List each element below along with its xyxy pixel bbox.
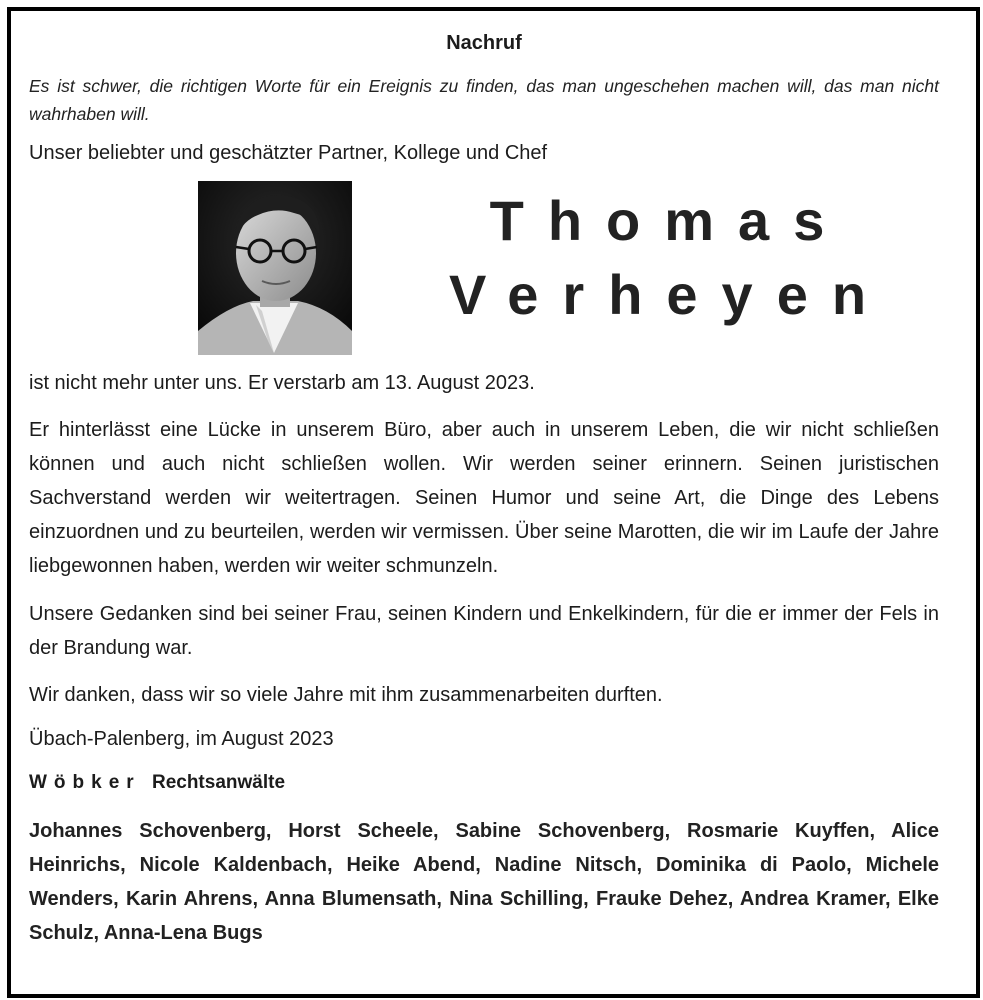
obituary-content [29,20,939,950]
portrait-section [29,181,939,357]
opening-quote: Es ist schwer, die richtigen Worte für ein Ereignis zu finden, das man ungeschehen machen will, das man nicht wahrhaben will. [29,76,939,124]
thanks-paragraph: Wir danken, dass wir so viele Jahre mit ihm zusammenarbeiten durften. [29,684,663,706]
place-date: Übach-Palenberg, im August 2023 [29,728,334,750]
firm-signature [29,772,939,794]
portrait-photo-icon [198,181,352,355]
portrait-photo [198,181,352,355]
firm-name: Wöbker [29,772,141,793]
firm-suffix: Rechtsanwälte [151,772,286,793]
intro-line: Unser beliebter und geschätzter Partner, Kollege und Chef [29,142,548,164]
deceased-last-name: Verheyen [449,263,891,326]
tribute-paragraph: Er hinterlässt eine Lücke in unserem Büro, aber auch in unserem Leben, die wir nicht schließen können und auch nicht schließen wollen. Wir werden seiner erinnern. Seinen juristischen Sachverstand werden wir weitertragen. Seinen Humor und seine Art, die Dinge des Lebens einzuordnen und zu beurteilen, werden wir vermissen. Über seine Marotten, die wir im Laufe der Jahre liebgewonnen haben, werden wir weiter schmunzeln. [29,419,939,577]
deceased-first-name: Thomas [489,189,849,252]
death-notice: ist nicht mehr unter uns. Er verstarb am 13. August 2023. [29,372,535,394]
staff-list: Johannes Schovenberg, Horst Scheele, Sabine Schovenberg, Rosmarie Kuyffen, Alice Heinrichs, Nicole Kaldenbach, Heike Abend, Nadine Nitsch, Dominika di Paolo, Michele Wenders, Karin Ahrens, Anna Blumensath, Nina Schilling, Frauke Dehez, Andrea Kramer, Elke Schulz, Anna-Lena Bugs [29,820,939,944]
family-paragraph: Unsere Gedanken sind bei seiner Frau, seinen Kindern und Enkelkindern, für die er immer der Fels in der Brandung war. [29,603,939,659]
obituary-heading: Nachruf [446,32,522,54]
